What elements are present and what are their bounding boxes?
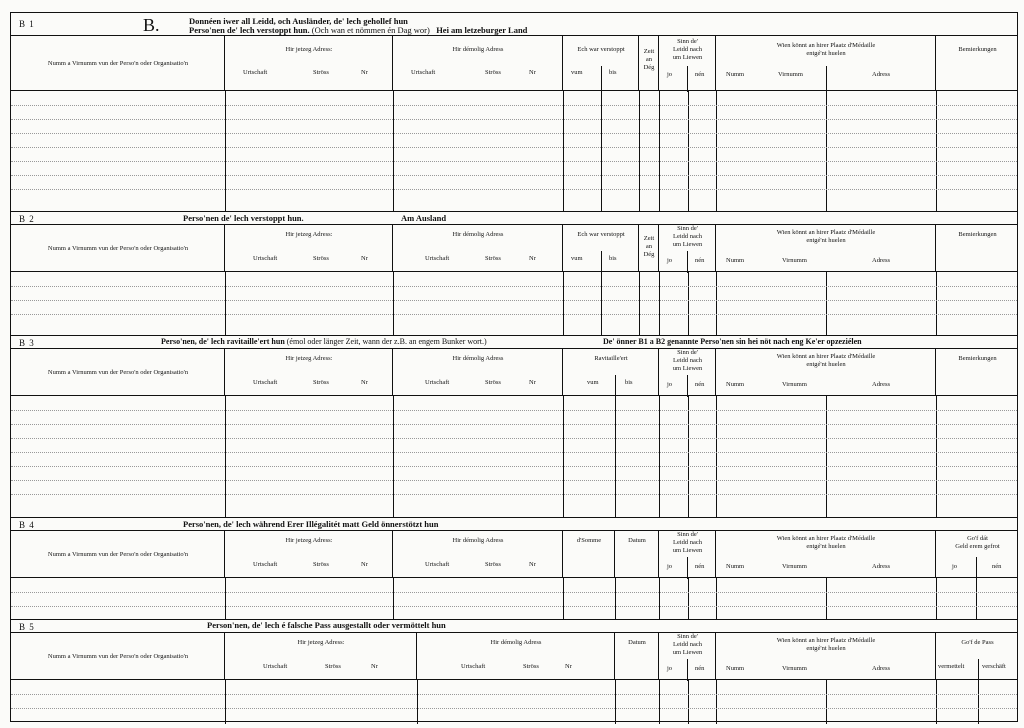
section-title: Perso'nen de' lech verstoppt hun. (183, 213, 304, 223)
col-current-address: Hir jetzeg Adress: Urtschaft Ströss Nr (225, 36, 393, 90)
col-alive: Sinn de' Leidd nach um Liewen jo nén (659, 531, 716, 577)
col-alive: Sinn de' Leidd nach um Liewen jo nén (659, 349, 716, 395)
entry-rows (11, 272, 1017, 336)
col-alive: Sinn de' Leidd nach um Liewen jo nén (659, 225, 716, 271)
col-alive: Sinn de' Leidd nach um Liewen jo nén (659, 633, 716, 679)
section-label: B 1 (19, 19, 35, 29)
col-supplied-period: Ravitaille'ert vum bis (563, 349, 659, 395)
header-row (11, 35, 1017, 91)
col-medal: Wien könnt an hirer Plaatz d'Médaille entgé'nt huelen Numm Virnumm Adress (716, 225, 936, 271)
header-row (11, 632, 1017, 680)
col-pass: Go'f de Pass vermettelt verschäft (936, 633, 1019, 679)
section-b5 (11, 619, 1017, 723)
col-old-address: Hir démolig Adress Urtschaft Ströss Nr (393, 531, 563, 577)
col-name: Numm a Virnumm vun der Perso'n oder Organisatio'n (11, 349, 225, 395)
col-current-address: Hir jetzeg Adress: Urtschaft Ströss Nr (225, 349, 393, 395)
col-alive: Sinn de' Leidd nach um Liewen jo nén (659, 36, 716, 90)
col-medal: Wien könnt an hirer Plaatz d'Médaille entgé'nt huelen Numm Virnumm Adress (716, 633, 936, 679)
entry-rows (11, 578, 1017, 620)
col-days: Zeit an Dég (639, 36, 659, 90)
col-old-address: Hir démolig Adress Urtschaft Ströss Nr (393, 225, 563, 271)
col-medal: Wien könnt an hirer Plaatz d'Médaille entgé'nt huelen Numm Virnumm Adress (716, 36, 936, 90)
section-b2 (11, 211, 1017, 335)
col-date: Datum (615, 633, 659, 679)
entry-rows (11, 396, 1017, 518)
header-row (11, 348, 1017, 396)
col-medal: Wien könnt an hirer Plaatz d'Médaille entgé'nt huelen Numm Virnumm Adress (716, 531, 936, 577)
col-money-back: Go'f dát Geld erem gefrot jo nén (936, 531, 1019, 577)
section-b4 (11, 517, 1017, 619)
entry-rows (11, 91, 1017, 211)
col-name: Numm a Virnumm vun der Perso'n oder Organisatio'n (11, 633, 225, 679)
entry-rows (11, 680, 1017, 724)
col-date: Datum (615, 531, 659, 577)
big-letter: B. (143, 15, 160, 35)
col-current-address: Hir jetzeg Adress: Urtschaft Ströss Nr (225, 225, 393, 271)
section-label: B 2 (19, 214, 35, 224)
section-title: Donnéen iwer all Leidd, och Ausländer, de' lech gehollef hun (189, 16, 408, 26)
col-remarks: Bemierkungen (958, 231, 997, 238)
section-label: B 4 (19, 520, 35, 530)
col-current-address: Hir jetzeg Adress: Urtschaft Ströss Nr (225, 531, 393, 577)
col-name: Numm a Virnumm vun der Perso'n oder Organisatio'n (11, 36, 225, 90)
section-title: Perso'nen, de' lech während Erer Illégalitét matt Geld önnerstötzt hun (183, 519, 439, 529)
col-medal: Wien könnt an hirer Plaatz d'Médaille entgé'nt huelen Numm Virnumm Adress (716, 349, 936, 395)
registration-form (10, 12, 1018, 722)
col-hidden-period: Ech war verstoppt vum bis (563, 36, 639, 90)
header-row (11, 224, 1017, 272)
section-label: B 5 (19, 622, 35, 632)
section-b3 (11, 335, 1017, 517)
section-title: Perso'nen, de' lech ravitaille'ert hun (émol oder länger Zeit, wann der z.B. an engem Bunker wort.) (161, 337, 487, 346)
col-days: Zeit an Dég (639, 225, 659, 271)
col-remarks: Bemierkungen (958, 355, 997, 362)
col-name: Numm a Virnumm vun der Perso'n oder Organisatio'n (11, 531, 225, 577)
col-name: Numm a Virnumm vun der Perso'n oder Organisatio'n (11, 225, 225, 271)
col-hidden-period: Ech war verstoppt vum bis (563, 225, 639, 271)
col-remarks: Bemierkungen (958, 46, 997, 53)
section-title-note: De' önner B1 a B2 genannte Perso'nen sin hei nöt nach eng Ke'er opzeziélen (603, 337, 862, 346)
section-label: B 3 (19, 338, 35, 348)
col-current-address: Hir jetzeg Adress: Urtschaft Ströss Nr (225, 633, 417, 679)
section-b1 (11, 13, 1017, 211)
col-old-address: Hir démolig Adress Urtschaft Ströss Nr (393, 349, 563, 395)
col-sum: d'Somme (563, 531, 615, 577)
section-title: Person'nen, de' lech é falsche Pass ausgestallt oder vermöttelt hun (207, 620, 446, 630)
col-old-address: Hir démolig Adress Urtschaft Ströss Nr (393, 36, 563, 90)
section-title: Perso'nen de' lech verstoppt hun. (Och wan et nömmen én Dag wor) Hei am letzeburger Land (189, 25, 528, 35)
col-old-address: Hir démolig Adress Urtschaft Ströss Nr (417, 633, 615, 679)
header-row (11, 530, 1017, 578)
section-title-location: Am Ausland (401, 213, 447, 223)
